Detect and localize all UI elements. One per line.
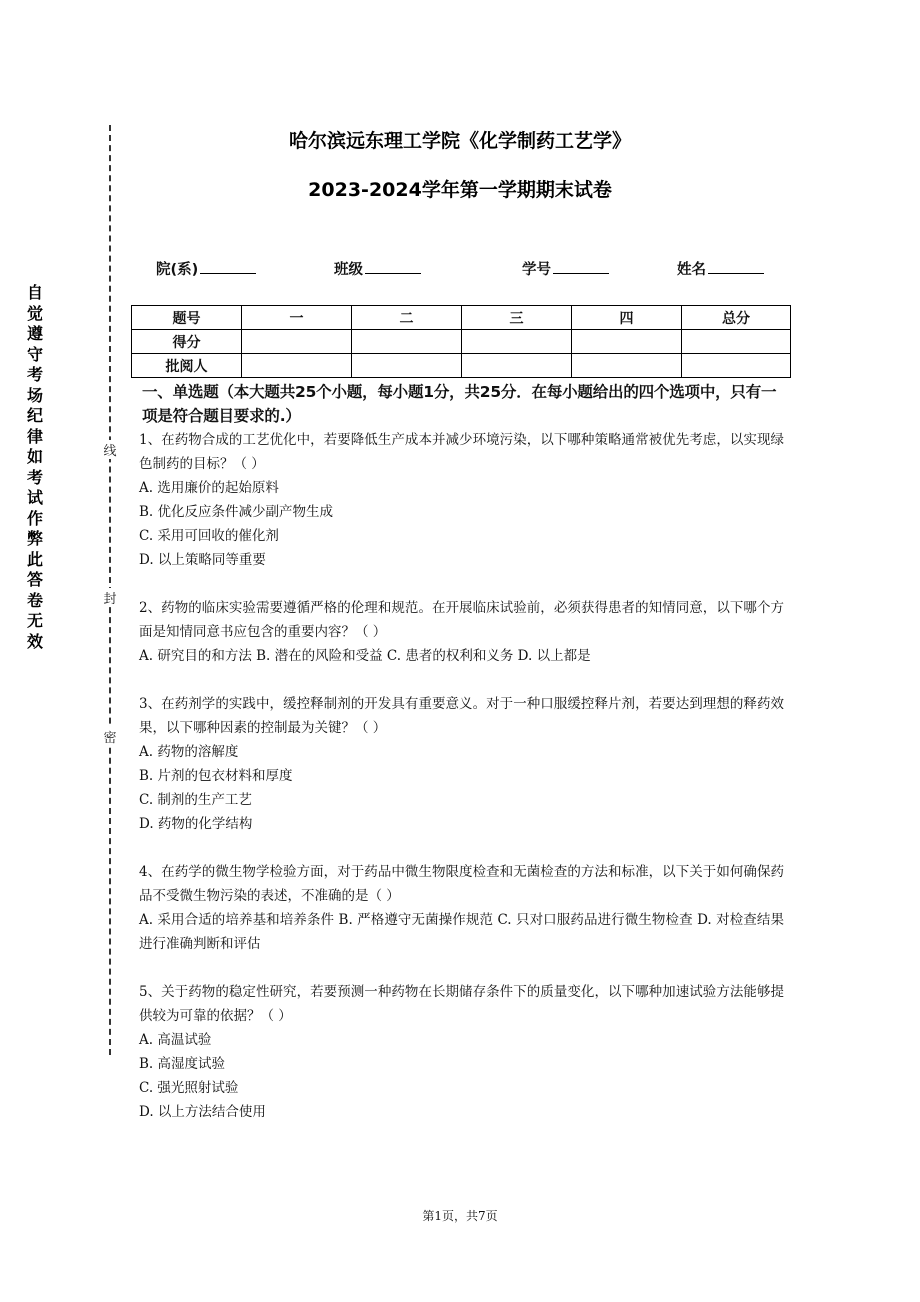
question-1 [139, 428, 784, 572]
header-part-3: 三 [462, 306, 572, 330]
question-stem: 2、药物的临床实验需要遵循严格的伦理和规范。在开展临床试验前，必须获得患者的知情同意，以下哪个方面是知情同意书应包含的重要内容？（ ） [139, 600, 784, 640]
question-2 [139, 596, 784, 668]
grader-cell[interactable] [572, 354, 682, 378]
info-field-class[interactable]: 班级 [334, 258, 421, 279]
score-table [131, 305, 791, 378]
header-question-no: 题号 [132, 306, 242, 330]
row-label-score: 得分 [132, 330, 242, 354]
question-stem: 5、关于药物的稳定性研究，若要预测一种药物在长期储存条件下的质量变化，以下哪种加速试验方法能够提供较为可靠的依据？（ ） [139, 984, 784, 1024]
option-d[interactable]: D. 药物的化学结构 [139, 816, 253, 832]
option-c[interactable]: C. 采用可回收的催化剂 [139, 528, 279, 544]
option-a[interactable]: A. 高温试验 [139, 1032, 212, 1048]
score-row [132, 330, 791, 354]
exam-content [139, 380, 784, 1148]
option-a[interactable]: A. 选用廉价的起始原料 [139, 480, 279, 496]
seal-char-line: 线 [99, 440, 121, 459]
exam-title: 哈尔滨远东理工学院《化学制药工艺学》 [288, 130, 631, 152]
score-table-header [132, 306, 791, 330]
option-c[interactable]: C. 强光照射试验 [139, 1080, 239, 1096]
exam-discipline-note: 自觉遵守考场纪律如考试作弊此答卷无效 [26, 283, 43, 651]
option-b[interactable]: B. 高湿度试验 [139, 1056, 226, 1072]
info-field-department[interactable]: 院(系) [156, 258, 256, 279]
row-label-grader: 批阅人 [132, 354, 242, 378]
question-stem: 3、在药剂学的实践中，缓控释制剂的开发具有重要意义。对于一种口服缓控释片剂，若要达到理想的释药效果，以下哪种因素的控制最为关键？（ ） [139, 696, 784, 736]
grader-cell[interactable] [682, 354, 791, 378]
question-4 [139, 860, 784, 956]
grader-cell[interactable] [352, 354, 462, 378]
grader-cell[interactable] [242, 354, 352, 378]
section-title: 一、单选题（本大题共25个小题，每小题1分，共25分．在每小题给出的四个选项中，只有一项是符合题目要求的.） [142, 383, 777, 425]
option-c[interactable]: C. 制剂的生产工艺 [139, 792, 252, 808]
info-field-name[interactable]: 姓名 [677, 258, 764, 279]
seal-char-seal: 封 [99, 588, 121, 607]
student-info-row [0, 258, 920, 282]
seal-char-secret: 密 [99, 727, 121, 746]
score-cell[interactable] [462, 330, 572, 354]
options-inline[interactable]: A. 研究目的和方法 B. 潜在的风险和受益 C. 患者的权利和义务 D. 以上都是 [139, 648, 591, 664]
option-b[interactable]: B. 片剂的包衣材料和厚度 [139, 768, 293, 784]
header-total: 总分 [682, 306, 791, 330]
question-stem: 1、在药物合成的工艺优化中，若要降低生产成本并减少环境污染，以下哪种策略通常被优先考虑，以实现绿色制药的目标？（ ） [139, 432, 784, 472]
info-field-student-id[interactable]: 学号 [522, 258, 609, 279]
header-part-1: 一 [242, 306, 352, 330]
question-5 [139, 980, 784, 1124]
question-stem: 4、在药学的微生物学检验方面，对于药品中微生物限度检查和无菌检查的方法和标准，以下关于如何确保药品不受微生物污染的表述，不准确的是（ ） [139, 864, 784, 904]
exam-subtitle: 2023-2024学年第一学期期末试卷 [308, 179, 612, 201]
score-cell[interactable] [242, 330, 352, 354]
options-inline[interactable]: A. 采用合适的培养基和培养条件 B. 严格遵守无菌操作规范 C. 只对口服药品进行微生物检查 D. 对检查结果进行准确判断和评估 [139, 912, 784, 952]
score-cell[interactable] [352, 330, 462, 354]
option-d[interactable]: D. 以上方法结合使用 [139, 1104, 266, 1120]
option-a[interactable]: A. 药物的溶解度 [139, 744, 239, 760]
header-part-4: 四 [572, 306, 682, 330]
option-d[interactable]: D. 以上策略同等重要 [139, 552, 266, 568]
grader-cell[interactable] [462, 354, 572, 378]
score-cell[interactable] [572, 330, 682, 354]
page-footer: 第1页，共7页 [422, 1209, 498, 1223]
option-b[interactable]: B. 优化反应条件减少副产物生成 [139, 504, 334, 520]
header-part-2: 二 [352, 306, 462, 330]
grader-row [132, 354, 791, 378]
question-3 [139, 692, 784, 836]
score-cell[interactable] [682, 330, 791, 354]
